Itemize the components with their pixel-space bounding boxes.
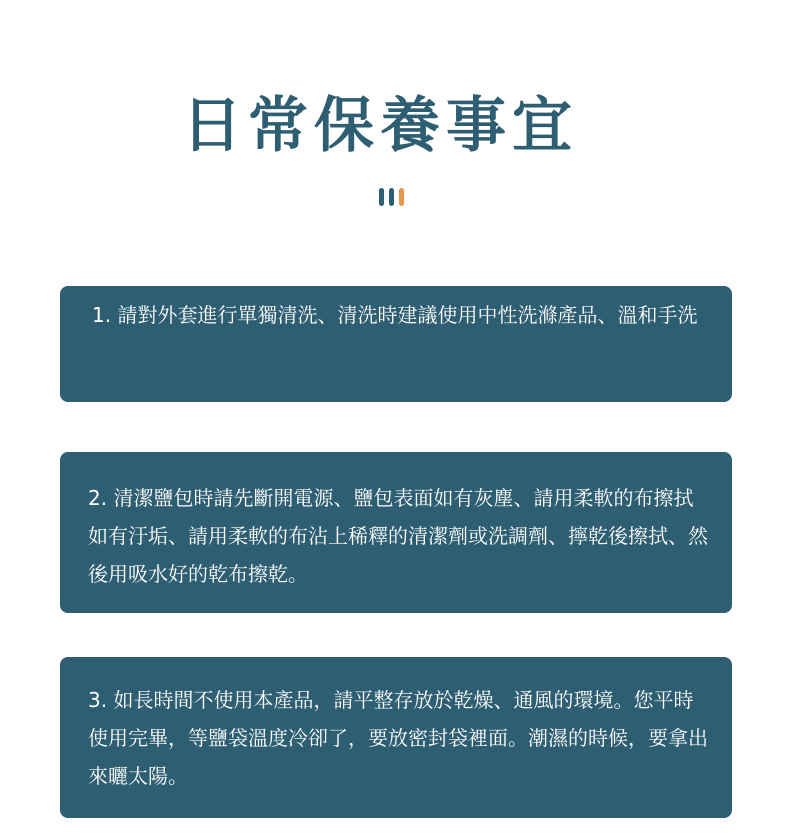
- divider-bar: [389, 188, 394, 206]
- care-instruction-card-1: [60, 286, 732, 402]
- care-instruction-card-2: [60, 452, 732, 613]
- care-instruction-text: 3. 如長時間不使用本產品，請平整存放於乾燥、通風的環境。您平時使用完畢，等鹽袋溫度冷卻了，要放密封袋裡面。潮濕的時候，要拿出來曬太陽。: [88, 688, 708, 788]
- care-instruction-card-3: [60, 657, 732, 818]
- divider-bar-accent: [399, 188, 404, 206]
- page-title: 日常保養事宜: [182, 91, 578, 162]
- care-instruction-text: 2. 清潔鹽包時請先斷開電源、鹽包表面如有灰塵、請用柔軟的布擦拭如有汙垢、請用柔軟的布沾上稀釋的清潔劑或洗調劑、擰乾後擦拭、然後用吸水好的乾布擦乾。: [88, 486, 708, 586]
- section-divider: [379, 188, 404, 206]
- divider-bar: [379, 188, 384, 206]
- care-instruction-text: 1. 請對外套進行單獨清洗、清洗時建議使用中性洗滌產品、溫和手洗: [92, 303, 698, 327]
